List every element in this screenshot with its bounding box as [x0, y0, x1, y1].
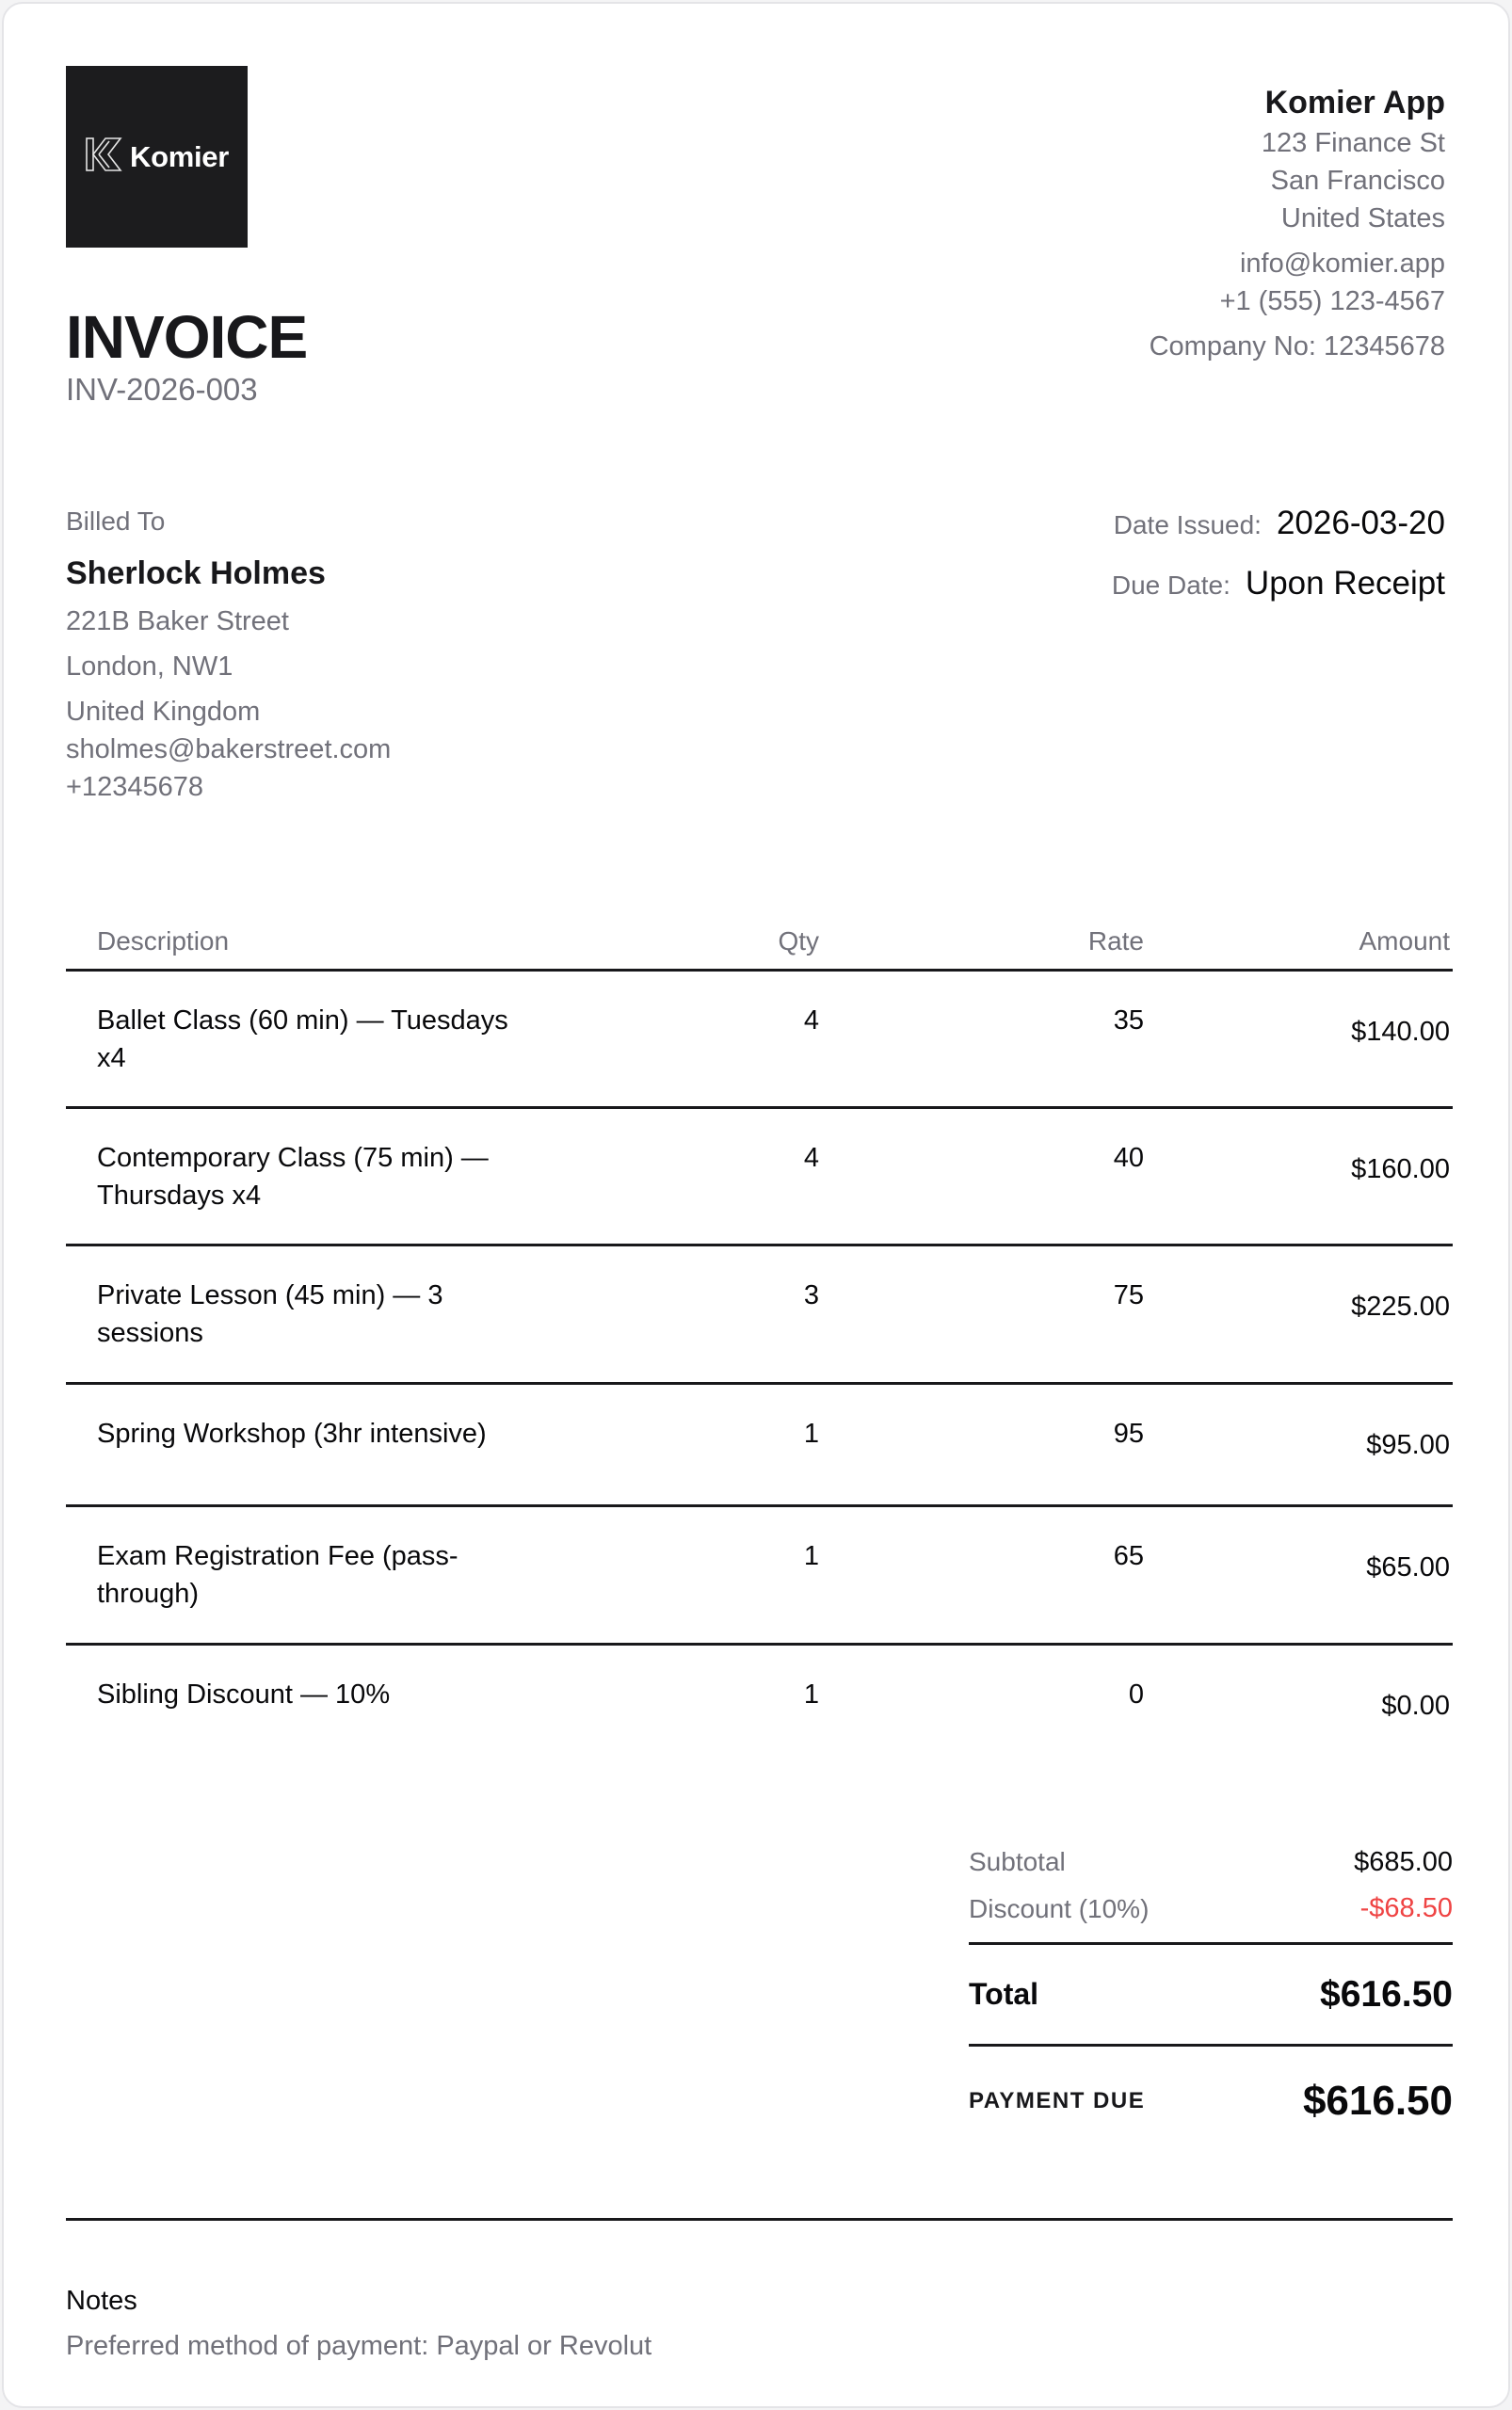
- billed-to-label: Billed To: [66, 506, 166, 536]
- header-amount: Amount: [1359, 925, 1450, 956]
- company-info: [1150, 81, 1445, 365]
- total-label: Total: [969, 1977, 1039, 2011]
- date-issued-value: 2026-03-20: [1276, 505, 1445, 541]
- row-rate: 75: [1113, 1280, 1144, 1310]
- header-qty: Qty: [778, 925, 819, 956]
- row-description: Spring Workshop (3hr intensive): [97, 1419, 487, 1449]
- discount-label: Discount (10%): [969, 1893, 1150, 1923]
- client-phone: +12345678: [66, 772, 203, 802]
- row-qty: 3: [803, 1280, 819, 1310]
- row-qty: 1: [803, 1541, 819, 1571]
- totals-section: [969, 1840, 1453, 2156]
- company-email: info@komier.app: [1239, 249, 1445, 279]
- discount-value: -$68.50: [1359, 1893, 1453, 1923]
- company-number: Company No: 12345678: [1149, 331, 1445, 362]
- row-description: Ballet Class (60 min) — Tuesdays x4: [97, 1005, 508, 1073]
- row-amount: $225.00: [1351, 1292, 1450, 1322]
- row-rate: 40: [1113, 1143, 1144, 1173]
- company-address: 123 Finance St: [1261, 128, 1445, 158]
- table-row: [66, 1246, 1453, 1385]
- table-header: [66, 913, 1453, 972]
- client-address: 221B Baker Street: [66, 606, 289, 636]
- row-rate: 0: [1128, 1679, 1144, 1710]
- row-rate: 95: [1113, 1419, 1144, 1449]
- invoice-title: INVOICE: [66, 303, 308, 371]
- row-description: Contemporary Class (75 min) — Thursdays x4: [97, 1143, 489, 1211]
- invoice-dates: [1112, 505, 1445, 625]
- subtotal-row: [969, 1840, 1453, 1885]
- row-rate: 65: [1113, 1541, 1144, 1571]
- payment-due-value: $616.50: [1302, 2078, 1453, 2124]
- due-date-label: Due Date:: [1111, 570, 1231, 600]
- line-items-table: [66, 913, 1453, 1768]
- company-phone: +1 (555) 123-4567: [1219, 286, 1445, 316]
- header-description: Description: [97, 925, 230, 956]
- row-rate: 35: [1113, 1005, 1144, 1036]
- header-rate: Rate: [1087, 925, 1144, 956]
- subtotal-label: Subtotal: [969, 1847, 1066, 1876]
- row-description: Exam Registration Fee (pass-through): [97, 1541, 458, 1609]
- footer-divider: [66, 2218, 1453, 2221]
- row-description: Sibling Discount — 10%: [97, 1679, 391, 1710]
- row-amount: $0.00: [1381, 1691, 1450, 1721]
- row-amount: $140.00: [1351, 1017, 1450, 1047]
- total-value: $616.50: [1320, 1973, 1453, 2015]
- logo-wordmark: Komier: [129, 139, 229, 173]
- payment-due-row: [969, 2047, 1453, 2156]
- date-issued-row: [1112, 505, 1445, 565]
- company-name: Komier App: [1264, 85, 1445, 120]
- notes-text: Preferred method of payment: Paypal or Revolut: [66, 2331, 652, 2361]
- komier-k-icon: [85, 136, 122, 178]
- client-email: sholmes@bakerstreet.com: [66, 734, 392, 764]
- row-description: Private Lesson (45 min) — 3 sessions: [97, 1280, 443, 1348]
- table-row: [66, 1507, 1453, 1646]
- row-qty: 4: [803, 1005, 819, 1036]
- discount-row: [969, 1885, 1453, 1945]
- client-city: London, NW1: [66, 651, 233, 682]
- table-row: [66, 1646, 1453, 1768]
- total-row: [969, 1945, 1453, 2047]
- table-row: [66, 1385, 1453, 1507]
- date-issued-label: Date Issued:: [1113, 510, 1262, 539]
- row-amount: $160.00: [1351, 1154, 1450, 1184]
- row-amount: $95.00: [1366, 1430, 1450, 1460]
- company-country: United States: [1280, 203, 1445, 233]
- billed-to-section: [66, 503, 391, 806]
- client-country: United Kingdom: [66, 697, 261, 727]
- company-logo: [66, 66, 248, 248]
- invoice-card: [2, 2, 1510, 2408]
- table-row: [66, 1109, 1453, 1246]
- notes-heading: Notes: [66, 2286, 137, 2316]
- company-city: San Francisco: [1270, 166, 1445, 196]
- subtotal-value: $685.00: [1354, 1846, 1453, 1877]
- row-qty: 4: [803, 1143, 819, 1173]
- payment-due-label: PAYMENT DUE: [969, 2088, 1146, 2113]
- row-amount: $65.00: [1366, 1552, 1450, 1583]
- notes-section: [66, 2282, 651, 2365]
- due-date-row: [1112, 565, 1445, 625]
- row-qty: 1: [803, 1419, 819, 1449]
- invoice-number: INV-2026-003: [66, 372, 258, 407]
- table-row: [66, 972, 1453, 1109]
- client-name: Sherlock Holmes: [66, 555, 326, 591]
- row-qty: 1: [803, 1679, 819, 1710]
- due-date-value: Upon Receipt: [1245, 565, 1445, 602]
